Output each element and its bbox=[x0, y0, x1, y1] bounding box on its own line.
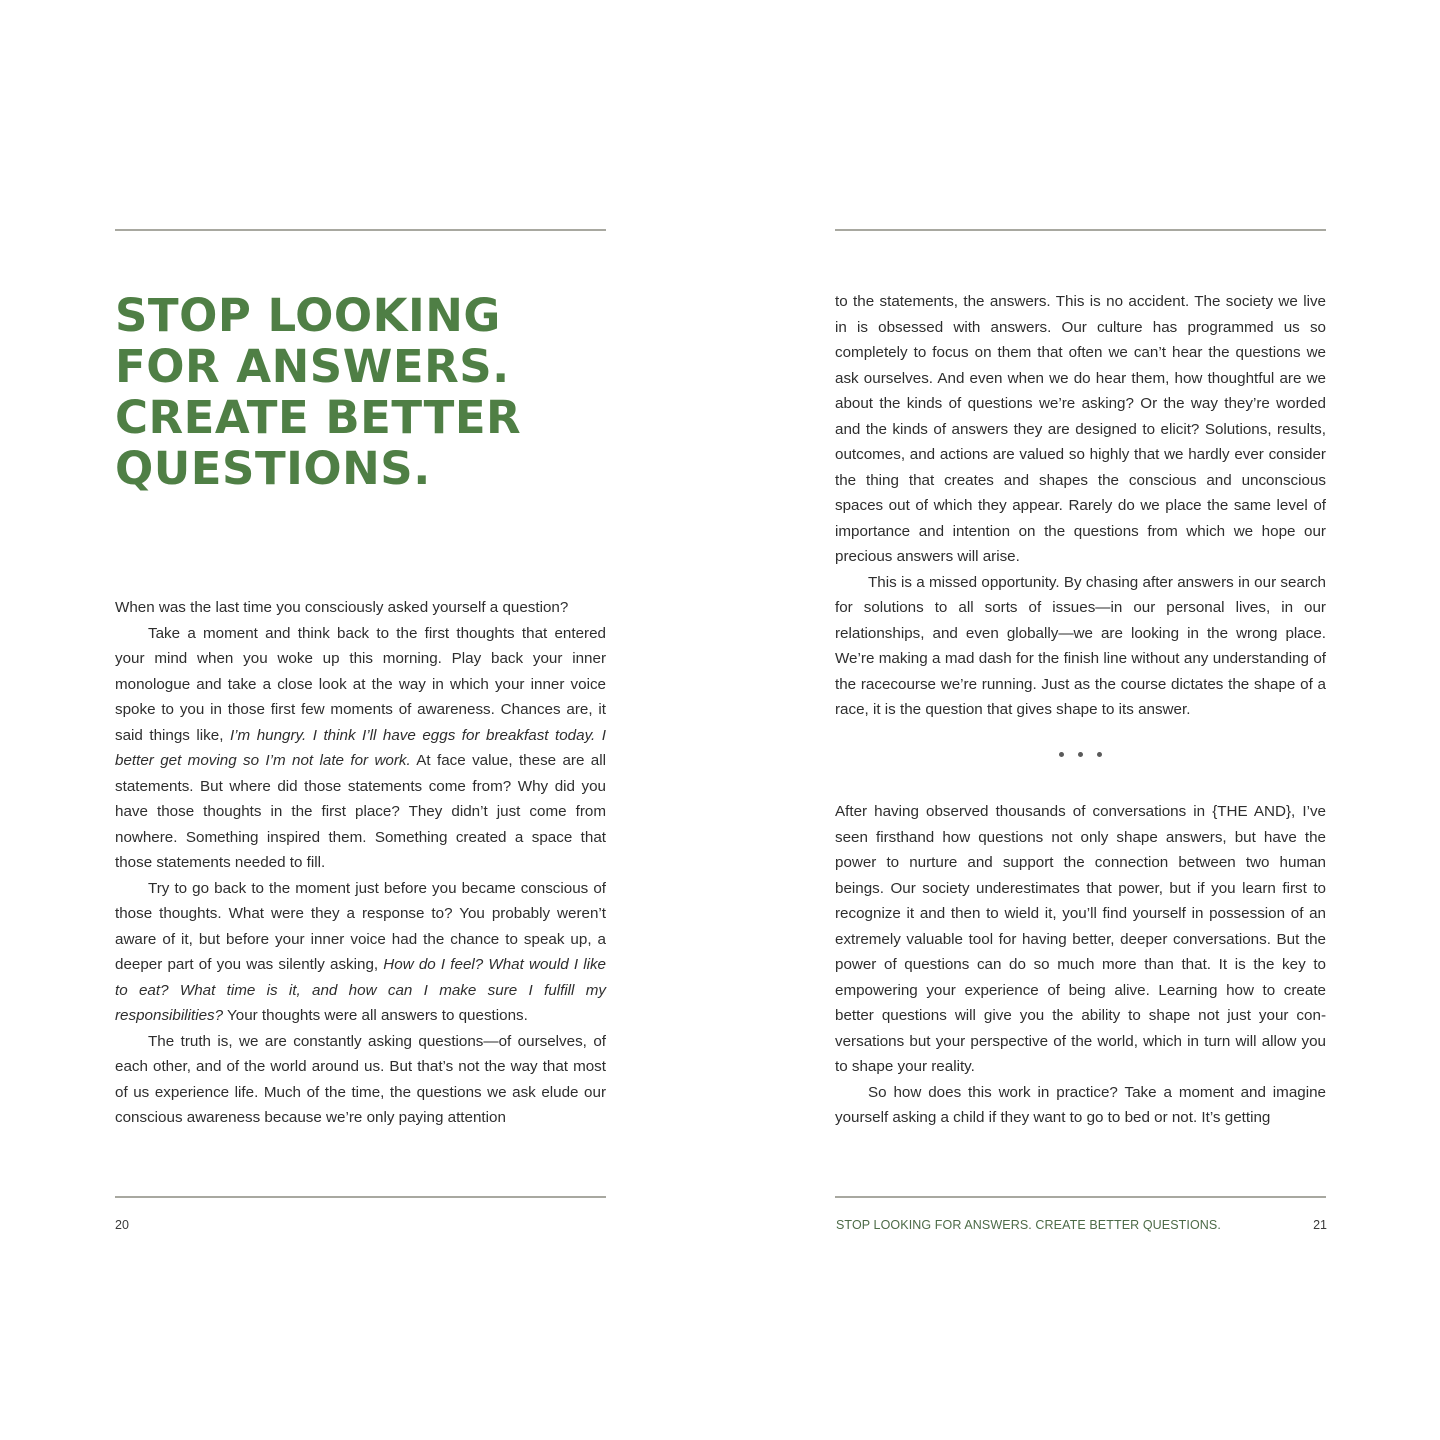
chapter-title bbox=[115, 290, 521, 494]
body-text-right-top bbox=[835, 289, 1326, 723]
ornament-dot-icon bbox=[1059, 752, 1064, 757]
chapter-title-line: CREATE BETTER bbox=[115, 391, 522, 444]
paragraph bbox=[835, 799, 1326, 1080]
page-number: 21 bbox=[1313, 1218, 1327, 1232]
top-rule bbox=[835, 229, 1326, 231]
paragraph bbox=[115, 595, 606, 621]
paragraph bbox=[115, 876, 606, 1029]
text-run: This is a missed opportunity. By chasing after answers in our search for solutions to all sorts of issues—in our personal lives, in our relationships, and even globally—we are looking in the wrong place. We’re making a mad dash for the finish line without any understanding of the racecourse we’re running. Just as the course dictates the shape of a race, it is the question that gives shape to its answer. bbox=[835, 573, 1326, 718]
text-run: Take a moment and think back to the first thoughts that entered your mind when you woke up this morning. Play back your inner monologue and take a close look at the way in which your inner voice spoke to you in those first few moments of awareness. Chances are, it said things like, bbox=[115, 624, 606, 744]
body-text-right-bottom bbox=[835, 799, 1326, 1131]
chapter-title-line: QUESTIONS. bbox=[115, 442, 431, 495]
right-page bbox=[835, 0, 1327, 1440]
italic-text: I’m hungry. I think I’ll have eggs for breakfast today. I better get moving so I’m not late for work. bbox=[115, 726, 606, 769]
bottom-rule bbox=[835, 1196, 1326, 1198]
chapter-title-line: STOP LOOKING bbox=[115, 289, 501, 342]
body-text-left bbox=[115, 595, 606, 1131]
italic-text: How do I feel? What would I like to eat? What time is it, and how can I make sure I fulfill my responsibilities? bbox=[115, 956, 606, 1024]
text-run: The truth is, we are constantly asking questions—of ourselves, of each other, and of the world around us. But that’s not the way that most of us experience life. Much of the time, the questions we ask elude our conscious awareness because we’re only paying attention bbox=[115, 1032, 606, 1126]
paragraph bbox=[835, 570, 1326, 723]
ornament-dot-icon bbox=[1078, 752, 1083, 757]
text-run: Your thoughts were all answers to questions. bbox=[223, 1007, 528, 1024]
paragraph bbox=[835, 1080, 1326, 1131]
text-run: to the statements, the answers. This is no accident. The society we live in is obsessed with answers. Our culture has programmed us so completely to focus on them that often we can’t hear the questions we ask ourselves. And even when we do hear them, how thoughtful are we about the kinds of questions we’re asking? Or the way they’re worded and the kinds of answers they are designed to elicit? Solutions, results, outcomes, and actions are valued so highly that we hardly ever consider the thing that creates and shapes the conscious and unconscious spaces out of which they appear. Rarely do we place the same level of importance and intention on the questions from which we hope our precious answers will arise. bbox=[835, 293, 1326, 565]
text-run: So how does this work in practice? Take a moment and imagine yourself asking a child if they want to go to bed or not. It’s getting bbox=[835, 1083, 1326, 1126]
text-run: When was the last time you consciously asked yourself a question? bbox=[115, 599, 569, 616]
section-break-ornament bbox=[835, 744, 1326, 760]
text-run: Try to go back to the moment just before you became conscious of those thoughts. What were they a response to? You probably weren’t aware of it, but before your inner voice had the chance to speak up, a deeper part of you was silently asking, bbox=[115, 879, 606, 973]
paragraph bbox=[835, 289, 1326, 570]
text-run: At face value, these are all statements. But where did those statements come from? Why did you have those thoughts in the first place? They didn’t just come from nowhere. Something inspired them. Something created a space that those statements needed to fill. bbox=[115, 752, 606, 871]
ornament-dot-icon bbox=[1097, 752, 1102, 757]
paragraph bbox=[115, 1029, 606, 1131]
chapter-title-line: FOR ANSWERS. bbox=[115, 340, 510, 393]
top-rule bbox=[115, 229, 606, 231]
page-number: 20 bbox=[115, 1218, 129, 1232]
left-page bbox=[115, 0, 607, 1440]
text-run: After having observed thousands of conversations in {THE AND}, I’ve seen firsthand how questions not only shape answers, but have the power to nurture and support the connection between two human beings. Our society underestimates that power, but if you learn first to recognize it and then to wield it, you’ll find yourself in possession of an extremely valuable tool for having better, deeper conversations. But the power of questions can do so much more than that. It is the key to empowering your experience of being alive. Learning how to create better questions will give you the ability to shape not just your conversations but your perspective of the world, which in turn will allow you to shape your reality. bbox=[835, 803, 1326, 1075]
paragraph bbox=[115, 621, 606, 876]
running-head: STOP LOOKING FOR ANSWERS. CREATE BETTER QUESTIONS. bbox=[836, 1218, 1221, 1232]
bottom-rule bbox=[115, 1196, 606, 1198]
